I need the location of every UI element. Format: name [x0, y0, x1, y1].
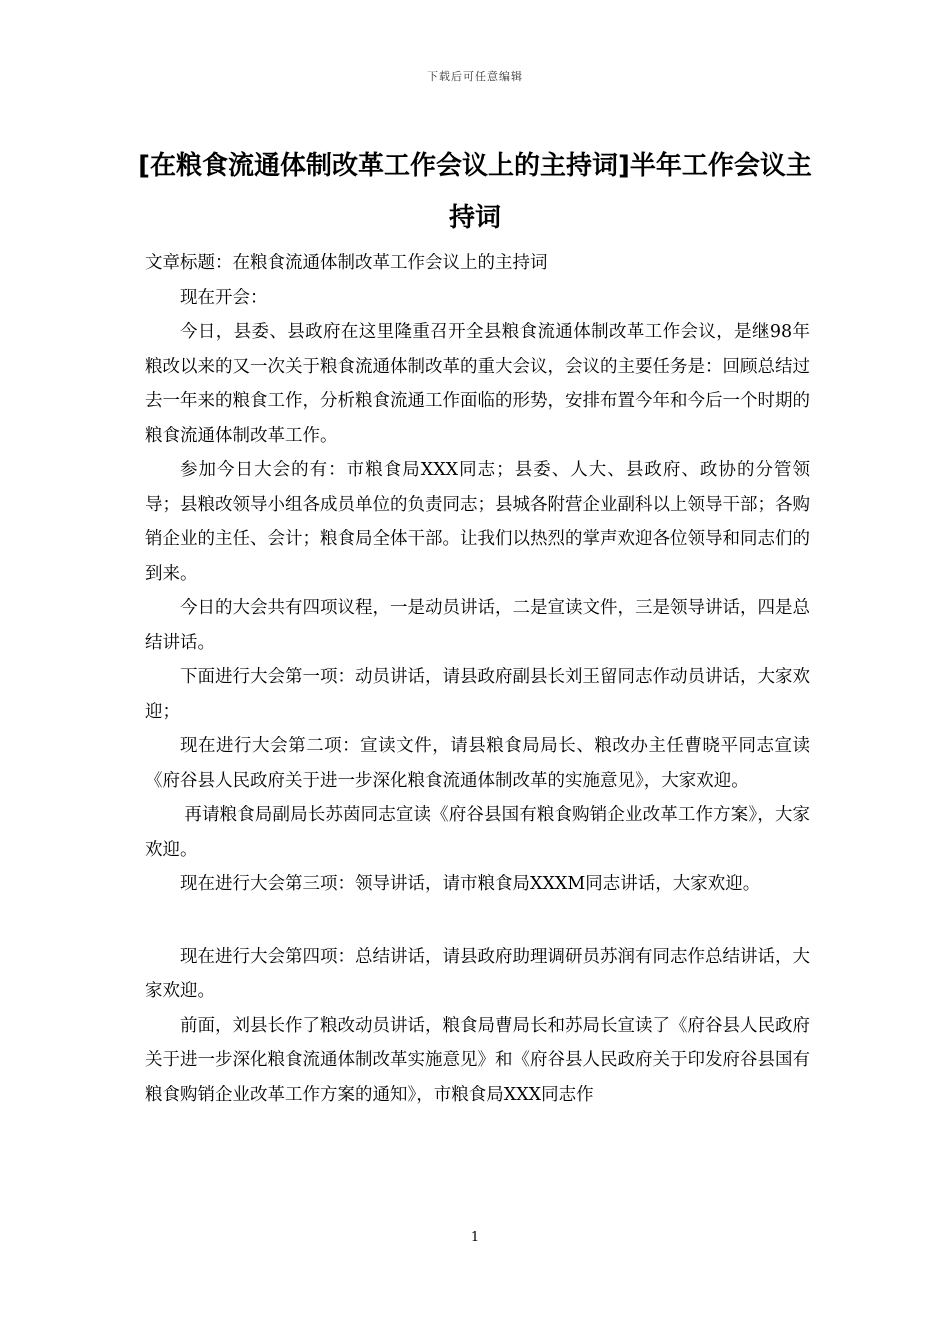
document-title: [在粮食流通体制改革工作会议上的主持词]半年工作会议主持词	[138, 151, 812, 233]
paragraph-opening: 现在开会：	[180, 287, 268, 308]
paragraph-attendees: 参加今日大会的有：市粮食局XXX同志；县委、人大、县政府、政协的分管领导；县粮改领导小组各成员单位的负责同志；县城各附营企业副科以上领导干部；各购销企业的主任、会计；粮食局全体干部。让我们以热烈的掌声欢迎各位领导和同志们的到来。	[145, 460, 810, 584]
paragraph-item-two: 现在进行大会第二项：宣读文件，请县粮食局局长、粮改办主任曹晓平同志宣读《府谷县人民政府关于进一步深化粮食流通体制改革的实施意见》，大家欢迎。	[145, 736, 810, 791]
paragraph-item-four: 现在进行大会第四项：总结讲话，请县政府助理调研员苏润有同志作总结讲话，大家欢迎。	[145, 946, 810, 1001]
paragraph-item-two-continued: 再请粮食局副局长苏茵同志宣读《府谷县国有粮食购销企业改革工作方案》，大家欢迎。	[145, 805, 810, 860]
page-header-note: 下载后可任意编辑	[427, 70, 523, 83]
paragraph-agenda: 今日的大会共有四项议程，一是动员讲话，二是宣读文件，三是领导讲话，四是总结讲话。	[145, 598, 810, 653]
page-number: 1	[470, 1230, 480, 1245]
paragraph-summary: 前面，刘县长作了粮改动员讲话，粮食局曹局长和苏局长宣读了《府谷县人民政府关于进一步深化粮食流通体制改革实施意见》和《府谷县人民政府关于印发府谷县国有粮食购销企业改革工作方案的通知》，市粮食局XXX同志作	[145, 1015, 810, 1105]
document-body	[145, 246, 810, 1112]
paragraph-gap	[145, 902, 810, 940]
paragraph-introduction: 今日，县委、县政府在这里隆重召开全县粮食流通体制改革工作会议，是继98年粮改以来的又一次关于粮食流通体制改革的重大会议，会议的主要任务是：回顾总结过去一年来的粮食工作，分析粮食流通工作面临的形势，安排布置今年和今后一个时期的粮食流通体制改革工作。	[145, 322, 810, 446]
paragraph-item-three: 现在进行大会第三项：领导讲话，请市粮食局XXXM同志讲话，大家欢迎。	[180, 874, 761, 894]
article-title-line: 文章标题：在粮食流通体制改革工作会议上的主持词	[145, 253, 548, 273]
paragraph-item-one: 下面进行大会第一项：动员讲话，请县政府副县长刘王留同志作动员讲话，大家欢迎；	[145, 667, 810, 722]
